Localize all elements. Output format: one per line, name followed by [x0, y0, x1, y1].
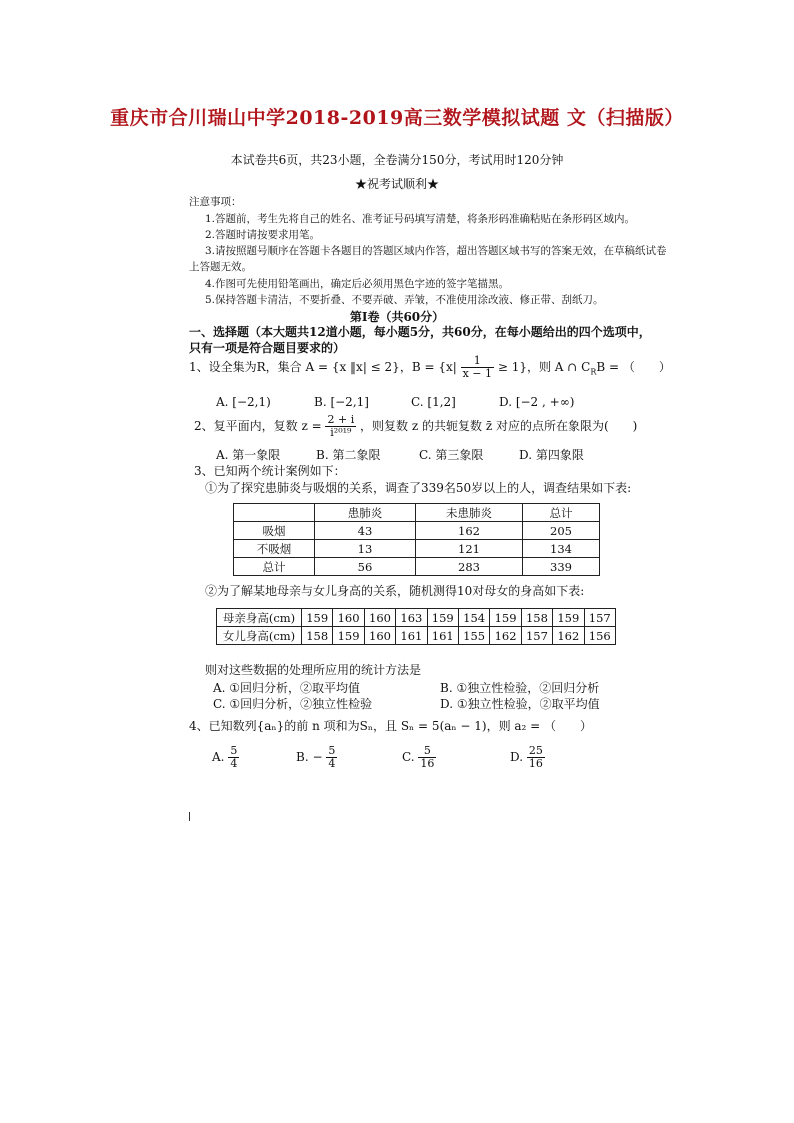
q2-option-a: A. 第一象限	[216, 448, 281, 462]
table-cell: 154	[458, 609, 489, 627]
note-item: 3.请按照题号顺序在答题卡各题目的答题区域内作答，超出答题区域书写的答案无效，在草稿纸试卷	[205, 245, 667, 257]
q4-option-label: D.	[510, 750, 524, 764]
q3-option-c: C. ①回归分析，②独立性检验	[213, 697, 373, 711]
table-header-cell: 未患肺炎	[416, 504, 523, 522]
table-cell: 不吸烟	[234, 540, 315, 558]
q4-frac-den: 4	[328, 757, 336, 770]
table-cell: 158	[521, 609, 552, 627]
q3-case-2: ②为了解某地母亲与女儿身高的关系，随机测得10对母女的身高如下表:	[205, 584, 585, 598]
q4-option-c	[402, 745, 436, 770]
table-cell: 339	[523, 558, 600, 576]
question-4-stem: 4、已知数列{aₙ}的前 n 项和为Sₙ，且 Sₙ = 5(aₙ − 1)，则 a₂ = （ ）	[189, 719, 593, 733]
q1-subscript: R	[590, 367, 597, 377]
q2-option-c: C. 第三象限	[419, 448, 484, 462]
table-cell: 157	[584, 609, 615, 627]
table-row	[234, 540, 600, 558]
q3-option-b: B. ①独立性检验，②回归分析	[440, 681, 600, 695]
table-cell: 162	[553, 627, 584, 645]
q4-frac-num: 5	[328, 744, 336, 757]
q2-option-b: B. 第二象限	[316, 448, 381, 462]
table-cell: 163	[396, 609, 427, 627]
table-cell: 13	[315, 540, 416, 558]
q4-option-fraction	[228, 745, 239, 770]
table-header-cell: 总计	[523, 504, 600, 522]
table-cell: 159	[427, 609, 458, 627]
table-cell: 159	[302, 609, 333, 627]
table-cell: 母亲身高(cm)	[217, 609, 302, 627]
q1-stem-part: B = （ ）	[596, 360, 671, 374]
table-cell: 161	[396, 627, 427, 645]
q4-option-fraction	[326, 745, 337, 770]
q1-option-b: B. [−2,1]	[314, 395, 369, 409]
table-header-cell: 患肺炎	[315, 504, 416, 522]
exam-info: 本试卷共6页，共23小题，全卷满分150分，考试用时120分钟	[230, 153, 564, 167]
q4-frac-num: 5	[418, 745, 436, 758]
note-item: 上答题无效。	[189, 261, 252, 273]
note-item: 4.作图可先使用铅笔画出，确定后必须用黑色字迹的签字笔描黑。	[205, 278, 510, 290]
table-cell: 总计	[234, 558, 315, 576]
q4-option-label: C.	[402, 750, 415, 764]
question-3-stem: 3、已知两个统计案例如下：	[194, 464, 346, 478]
section-heading-cont: 只有一项是符合题目要求的）	[189, 341, 346, 355]
q2-frac-num: 2 + i	[327, 413, 355, 426]
table-cell: 160	[364, 609, 395, 627]
q4-frac-den: 16	[528, 757, 543, 770]
table-cell: 159	[553, 609, 584, 627]
table-cell: 162	[416, 522, 523, 540]
table-cell: 160	[364, 627, 395, 645]
q1-stem-part: 1、设全集为R，集合 A = {x ‖x| ≤ 2}，B = {x|	[189, 360, 457, 374]
table-cell: 121	[416, 540, 523, 558]
q2-stem-part: ，则复数 z 的共轭复数 z̄ 对应的点所在象限为( )	[360, 419, 638, 433]
q4-frac-num: 25	[528, 744, 543, 757]
table-cell: 159	[333, 627, 364, 645]
q2-option-d: D. 第四象限	[519, 448, 584, 462]
q4-frac-num: 5	[230, 744, 238, 757]
q1-frac-den: x − 1	[462, 367, 493, 380]
table-cell: 283	[416, 558, 523, 576]
table-cell: 205	[523, 522, 600, 540]
table-header-cell	[234, 504, 315, 522]
smoking-pneumonia-table	[233, 503, 600, 576]
table-cell: 女儿身高(cm)	[217, 627, 302, 645]
note-item: 5.保持答题卡清洁，不要折叠、不要弄破、弄皱，不准使用涂改液、修正带、刮纸刀。	[205, 294, 604, 306]
q4-option-fraction	[527, 745, 545, 770]
q4-option-b	[296, 745, 337, 770]
table-cell: 162	[490, 627, 521, 645]
table-cell: 56	[315, 558, 416, 576]
q1-option-c: C. [1,2]	[411, 395, 456, 409]
q2-frac-den: i²⁰¹⁹	[330, 426, 352, 439]
q3-case-1: ①为了探究患肺炎与吸烟的关系，调查了339名50岁以上的人，调查结果如下表:	[205, 481, 632, 495]
notes-heading: 注意事项：	[189, 196, 242, 208]
table-cell: 吸烟	[234, 522, 315, 540]
q4-frac-den: 4	[230, 757, 238, 770]
table-cell: 159	[490, 609, 521, 627]
table-cell: 155	[458, 627, 489, 645]
q3-option-a: A. ①回归分析，②取平均值	[213, 681, 361, 695]
q1-fraction	[461, 355, 494, 380]
q3-question: 则对这些数据的处理所应用的统计方法是	[205, 663, 422, 677]
q1-stem-part: ≥ 1}，则 A ∩ C	[497, 360, 591, 374]
question-2-stem	[194, 413, 637, 439]
table-header-row	[234, 504, 600, 522]
table-cell: 161	[427, 627, 458, 645]
table-cell: 158	[302, 627, 333, 645]
table-row	[217, 609, 616, 627]
q1-option-d: D. [−2 , +∞)	[499, 395, 575, 409]
note-item: 2.答题时请按要求用笔。	[205, 229, 321, 241]
q3-option-d: D. ①独立性检验，②取平均值	[440, 697, 600, 711]
part-heading: 第Ⅰ卷（共60分）	[349, 310, 445, 324]
table-cell: 160	[333, 609, 364, 627]
good-luck-line: ★祝考试顺利★	[354, 177, 439, 191]
q2-fraction	[325, 414, 356, 439]
section-heading: 一、选择题（本大题共12道小题，每小题5分，共60分，在每小题给出的四个选项中，	[189, 325, 651, 339]
page-title: 重庆市合川瑞山中学2018-2019高三数学模拟试题 文（扫描版）	[110, 107, 684, 129]
note-item: 1.答题前，考生先将自己的姓名、准考证号码填写清楚，将条形码准确粘贴在条形码区域内。	[205, 213, 636, 225]
q4-option-label: A.	[212, 750, 225, 764]
mother-daughter-height-table	[216, 608, 616, 645]
stray-scan-mark	[189, 812, 190, 821]
question-1-stem	[189, 355, 671, 384]
table-cell: 134	[523, 540, 600, 558]
table-cell: 43	[315, 522, 416, 540]
table-cell: 157	[521, 627, 552, 645]
q1-option-a: A. [−2,1)	[216, 395, 271, 409]
table-row	[234, 522, 600, 540]
q1-frac-num: 1	[461, 355, 494, 368]
table-row	[234, 558, 600, 576]
q4-option-fraction	[418, 745, 436, 770]
q4-option-label: B.	[296, 750, 309, 764]
table-cell: 156	[584, 627, 615, 645]
q4-option-d	[510, 745, 545, 770]
q4-option-a	[212, 745, 239, 770]
q4-frac-den: 16	[420, 757, 435, 770]
q4-option-sign: −	[312, 750, 323, 764]
q2-stem-part: 2、复平面内，复数 z =	[194, 419, 322, 433]
table-row	[217, 627, 616, 645]
